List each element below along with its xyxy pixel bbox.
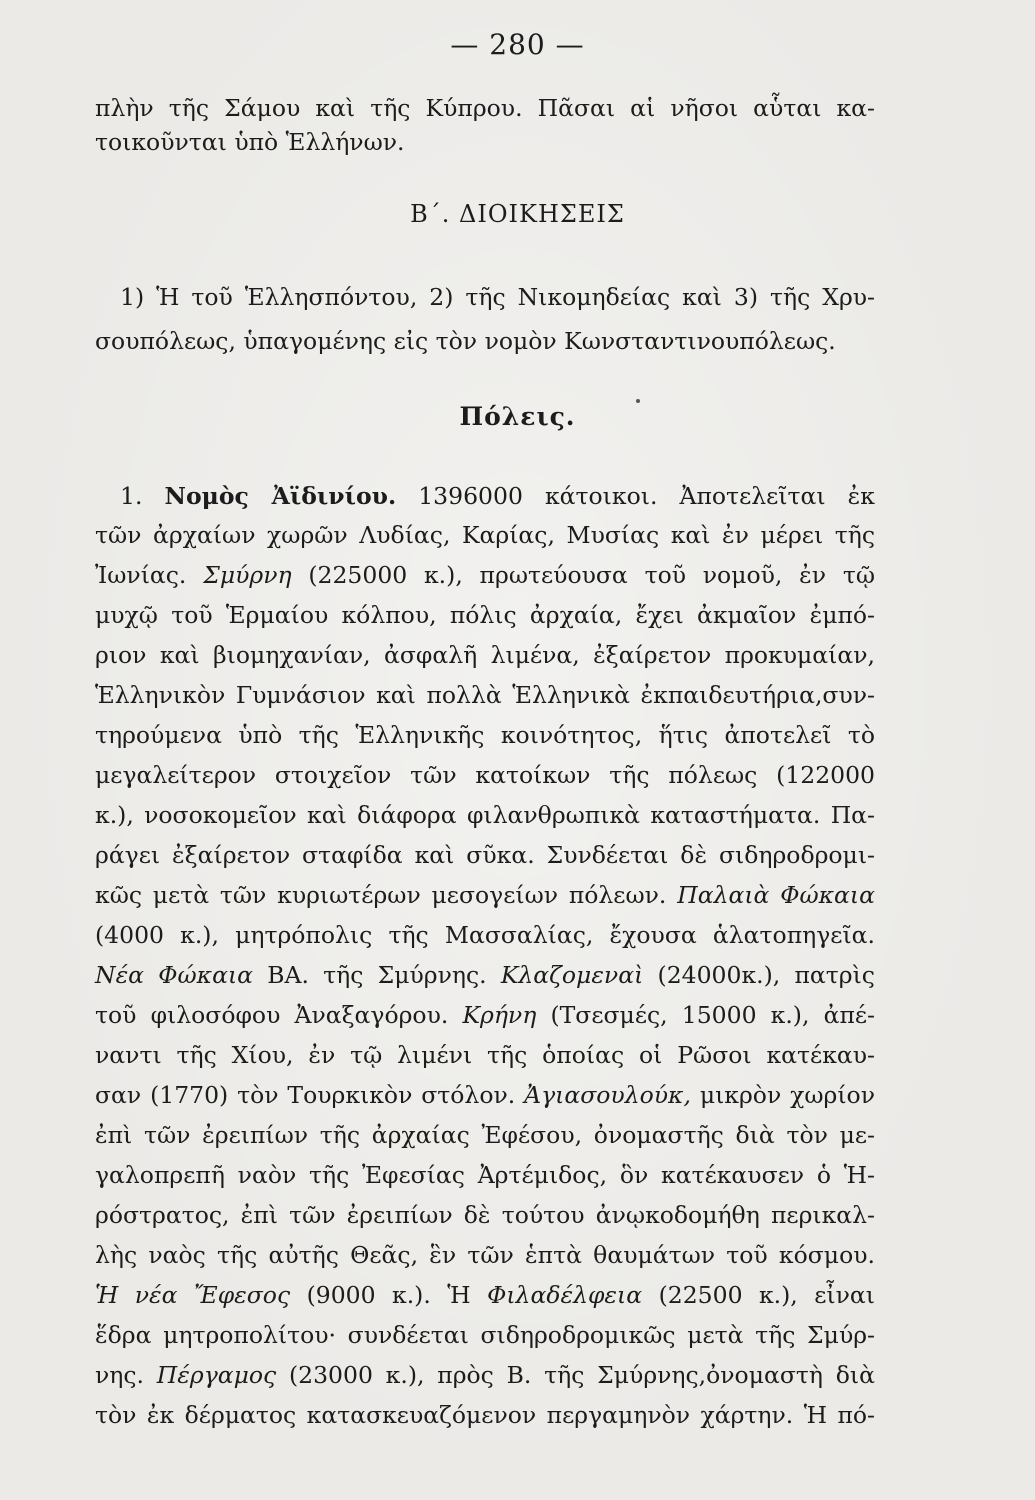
text-line	[120, 481, 875, 511]
text-fragment: σαν (1770) τὸν Τουρκικὸν στόλον.	[95, 1081, 516, 1109]
text-fragment: (23000 κ.), πρὸς Β. τῆς Σμύρνης,ὀνομαστὴ διὰ	[288, 1361, 875, 1389]
city-name: Ἀγιασουλούκ,	[524, 1081, 691, 1109]
text-line: ἐπὶ τῶν ἐρειπίων τῆς ἀρχαίας Ἐφέσου, ὀνομαστῆς διὰ τὸν με-	[95, 1121, 875, 1149]
text-fragment: (22500 κ.), εἶναι	[658, 1281, 875, 1309]
city-name: Φιλαδέλφεια	[487, 1281, 643, 1309]
nomos-name: Νομὸς Ἀϊδινίου.	[164, 482, 397, 510]
text-fragment: νης.	[95, 1361, 144, 1389]
text-line: τῶν ἀρχαίων χωρῶν Λυδίας, Καρίας, Μυσίας καὶ ἐν μέρει τῆς	[95, 521, 875, 549]
section-heading: Πόλεις.	[459, 402, 576, 431]
text-fragment: 1396000 κάτοικοι. Ἀποτελεῖται ἐκ	[418, 482, 875, 510]
text-fragment: (Τσεσμές, 15000 κ.), ἀπέ-	[550, 1001, 875, 1029]
city-name: Κρήνη	[462, 1001, 537, 1029]
text-line: γαλοπρεπῆ ναὸν τῆς Ἐφεσίας Ἀρτέμιδος, ὃν κατέκαυσεν ὁ Ἡ-	[95, 1161, 875, 1189]
text-fragment: (225000 κ.), πρωτεύουσα τοῦ νομοῦ, ἐν τῷ	[308, 561, 875, 589]
text-line: ἕδρα μητροπολίτου· συνδέεται σιδηροδρομικῶς μετὰ τῆς Σμύρ-	[95, 1321, 875, 1349]
text-line	[95, 1360, 875, 1390]
city-name: Νέα Φώκαια	[95, 961, 254, 989]
text-line	[95, 1080, 875, 1110]
text-line	[95, 960, 875, 990]
text-fragment: ΒΑ. τῆς Σμύρνης.	[267, 961, 487, 989]
text-line: μεγαλείτερον στοιχεῖον τῶν κατοίκων τῆς πόλεως (122000	[95, 761, 875, 789]
text-line: τὸν ἐκ δέρματος κατασκευαζόμενον περγαμηνὸν χάρτην. Ἡ πό-	[95, 1401, 875, 1429]
city-name: Ἡ νέα Ἔφεσος	[95, 1281, 291, 1309]
text-line	[95, 560, 875, 590]
text-line: κ.), νοσοκομεῖον καὶ διάφορα φιλανθρωπικὰ καταστήματα. Πα-	[95, 801, 875, 829]
text-line	[95, 1000, 875, 1030]
item-number: 1.	[120, 482, 143, 510]
text-line: ριον καὶ βιομηχανίαν, ἀσφαλῆ λιμένα, ἐξαίρετον προκυμαίαν,	[95, 641, 875, 669]
text-line: ναντι τῆς Χίου, ἐν τῷ λιμένι τῆς ὁποίας οἱ Ρῶσοι κατέκαυ-	[95, 1041, 875, 1069]
text-fragment: (24000κ.), πατρὶς	[657, 961, 875, 989]
text-line: μυχῷ τοῦ Ἑρμαίου κόλπου, πόλις ἀρχαία, ἔχει ἀκμαῖον ἐμπό-	[95, 601, 875, 629]
page-number: — 280 —	[450, 28, 585, 61]
city-name: Πέργαμος	[156, 1361, 277, 1389]
text-line: ρόστρατος, ἐπὶ τῶν ἐρειπίων δὲ τούτου ἀνῳκοδομήθη περικαλ-	[95, 1201, 875, 1229]
text-line: τηρούμενα ὑπὸ τῆς Ἑλληνικῆς κοινότητος, ἥτις ἀποτελεῖ τὸ	[95, 721, 875, 749]
text-line	[95, 1280, 875, 1310]
text-line	[95, 880, 875, 910]
city-name: Κλαζομεναὶ	[500, 961, 644, 989]
text-line: Ἑλληνικὸν Γυμνάσιον καὶ πολλὰ Ἑλληνικὰ ἐκπαιδευτήρια,συν-	[95, 681, 875, 709]
text-line: (4000 κ.), μητρόπολις τῆς Μασσαλίας, ἔχουσα ἁλατοπηγεῖα.	[95, 921, 875, 949]
text-line: ράγει ἐξαίρετον σταφίδα καὶ σῦκα. Συνδέεται δὲ σιδηροδρομι-	[95, 841, 875, 869]
section-title: Β΄. ΔΙΟΙΚΗΣΕΙΣ	[410, 200, 625, 228]
city-name: Παλαιὰ Φώκαια	[677, 881, 875, 909]
text-fragment: κῶς μετὰ τῶν κυριωτέρων μεσογείων πόλεων.	[95, 881, 667, 909]
city-name: Σμύρνη	[203, 561, 292, 589]
text-fragment: Ἰωνίας.	[95, 561, 187, 589]
text-line: 1) Ἡ τοῦ Ἑλλησπόντου, 2) τῆς Νικομηδείας καὶ 3) τῆς Χρυ-	[120, 283, 875, 311]
text-line: τοικοῦνται ὑπὸ Ἑλλήνων.	[95, 128, 405, 156]
text-line: λὴς ναὸς τῆς αὐτῆς Θεᾶς, ἓν τῶν ἑπτὰ θαυμάτων τοῦ κόσμου.	[95, 1241, 875, 1269]
text-fragment: μικρὸν χωρίον	[699, 1081, 875, 1109]
text-fragment: (9000 κ.). Ἡ	[306, 1281, 471, 1309]
text-line: σουπόλεως, ὑπαγομένης εἰς τὸν νομὸν Κωνσταντινουπόλεως.	[95, 327, 836, 355]
text-line: πλὴν τῆς Σάμου καὶ τῆς Κύπρου. Πᾶσαι αἱ νῆσοι αὗται κα-	[95, 94, 875, 122]
text-fragment: τοῦ φιλοσόφου Ἀναξαγόρου.	[95, 1001, 449, 1029]
